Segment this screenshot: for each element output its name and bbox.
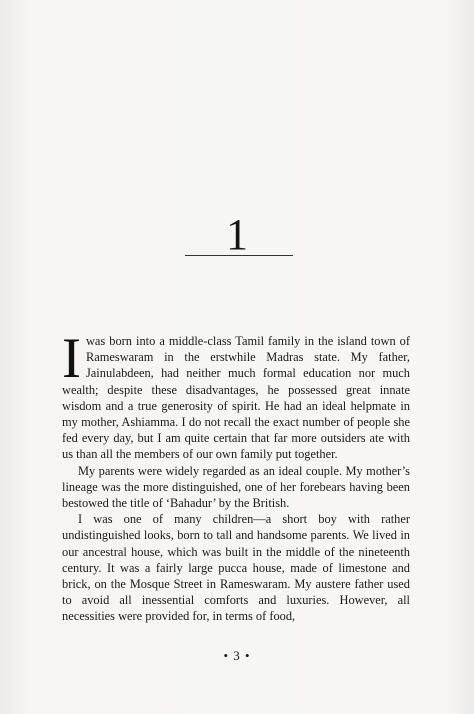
chapter-number: 1 bbox=[226, 210, 248, 259]
paragraph-3: I was one of many children—a short boy with rather undistinguished looks, born to tall and handsome parents. We lived in our ancestral house, which was built in the middle of the nineteenth century. It was a fairly large pucca house, made of limestone and brick, on the Mosque Street in Rameswaram. My austere father used to avoid all inessential comforts and luxuries. However, all necessities were provided for, in terms of food, bbox=[62, 512, 410, 624]
page-number: • 3 • bbox=[223, 648, 251, 663]
paragraph-2: My parents were widely regarded as an ideal couple. My mother’s lineage was the more distinguished, one of her forebears having been bestowed the title of ‘Bahadur’ by the British. bbox=[62, 463, 410, 511]
drop-cap: I bbox=[62, 327, 81, 390]
body-text bbox=[62, 327, 410, 625]
chapter-rule bbox=[185, 255, 293, 256]
paragraph-1 bbox=[62, 327, 410, 463]
paragraph-1-text: was born into a middle-class Tamil family in the island town of Rameswaram in the erstwhile Madras state. My father, Jainulabdeen, had neither much formal education nor much wealth; despite these disadvantages, he possessed great innate wisdom and a true generosity of spirit. He had an ideal helpmate in my mother, Ashiamma. I do not recall the exact number of people she fed every day, but I am quite certain that far more outsiders ate with us than all the members of our own family put together. bbox=[62, 334, 410, 462]
